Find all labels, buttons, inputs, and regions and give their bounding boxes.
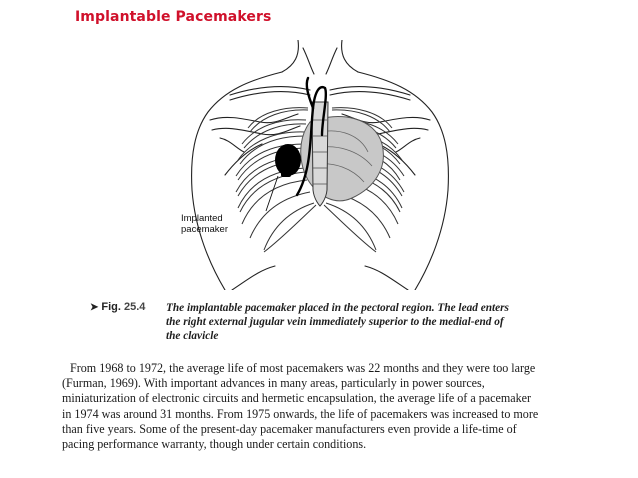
clavicle-left — [230, 86, 310, 95]
chest-anatomy-illustration — [170, 40, 470, 290]
caption-fig-label: Fig. — [101, 301, 121, 313]
pacemaker-icon — [275, 144, 301, 177]
body-line: miniaturization of electronic circuits and hermetic encapsulation, the average life of a pacemaker — [62, 391, 532, 406]
caption-line: the clavicle — [166, 330, 219, 342]
body-line: (Furman, 1969). With important advances in many areas, particularly in power sources, — [62, 376, 485, 391]
label-line: pacemaker — [181, 224, 228, 235]
clavicle-right — [330, 86, 410, 95]
sternum — [312, 102, 328, 206]
implanted-pacemaker-label — [181, 213, 228, 235]
body-line: than five years. Some of the present-day pacemaker manufacturers even provide a life-time of — [62, 421, 517, 436]
neck-outline — [282, 40, 298, 72]
caption-text — [166, 301, 586, 343]
body-paragraph — [62, 361, 592, 452]
arrow-right-icon: ➤ — [90, 302, 99, 313]
label-line: Implanted — [181, 213, 223, 224]
slide-title: Implantable Pacemakers — [75, 9, 272, 25]
body-line: pacing performance warranty, though under certain conditions. — [62, 437, 367, 452]
caption-line: The implantable pacemaker placed in the pectoral region. The lead enters — [166, 302, 509, 314]
body-line: From 1968 to 1972, the average life of most pacemakers was 22 months and they were too large — [70, 361, 536, 375]
caption-line: the right external jugular vein immediately superior to the medial-end of — [166, 316, 504, 328]
torso-outline — [192, 72, 282, 290]
caption-fig-number: 25.4 — [124, 301, 146, 313]
body-line: in 1974 was around 31 months. From 1975 onwards, the life of pacemakers was increased to more — [62, 406, 539, 421]
caption-prefix — [90, 301, 145, 313]
